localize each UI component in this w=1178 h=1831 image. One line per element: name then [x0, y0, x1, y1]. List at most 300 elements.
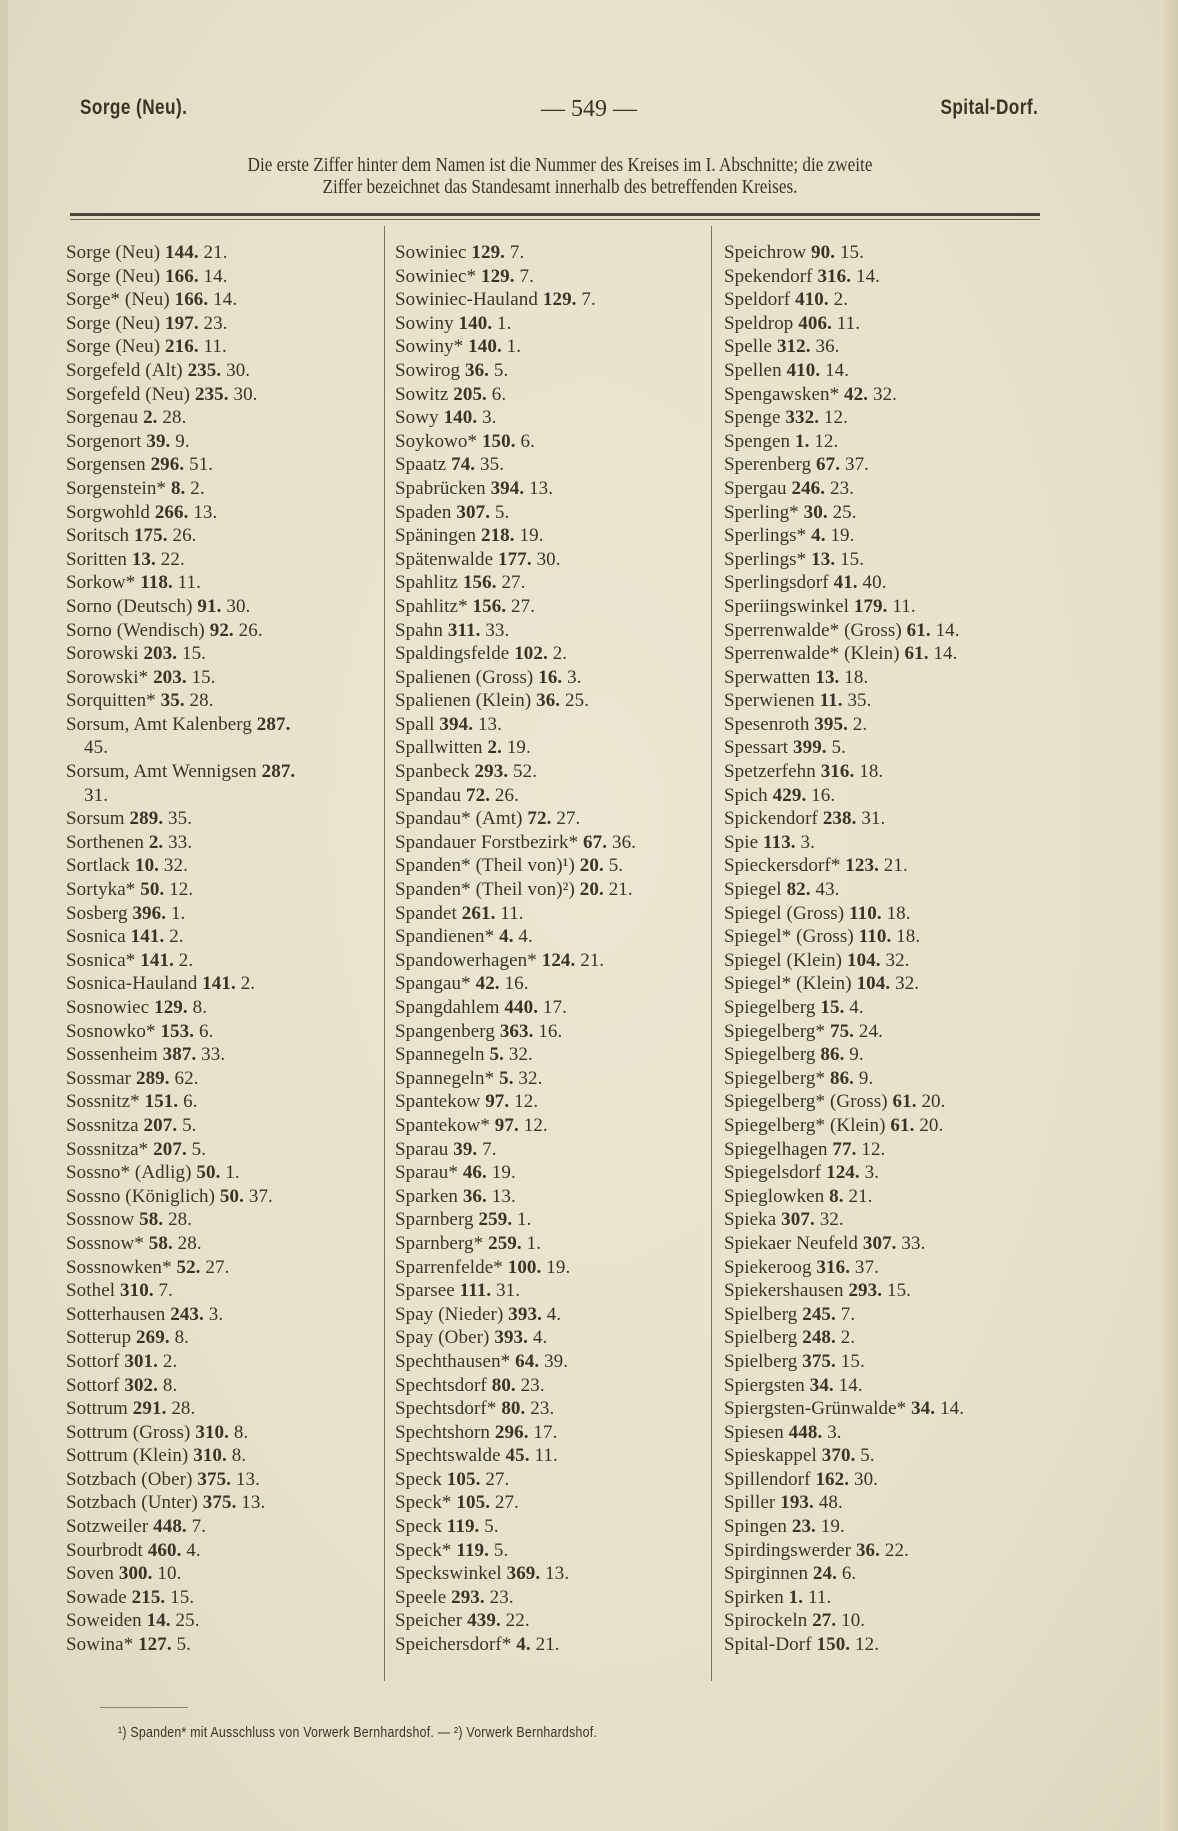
- standesamt-number: 39.: [544, 1350, 569, 1372]
- kreis-number: 129.: [154, 997, 188, 1018]
- index-entry: [395, 453, 715, 477]
- standesamt-number: 14.: [855, 265, 881, 287]
- kreis-number: 296.: [494, 1421, 529, 1443]
- standesamt-number: 24.: [858, 1020, 883, 1042]
- place-name: Sortlack: [66, 855, 131, 877]
- index-entry: [66, 453, 386, 477]
- index-entry: [724, 642, 1054, 666]
- kreis-number: 393.: [494, 1327, 529, 1349]
- standesamt-number: 1.: [497, 312, 512, 334]
- kreis-number: 307.: [456, 501, 491, 523]
- place-name: Sparnberg: [395, 1209, 474, 1231]
- place-name: Sperwatten: [724, 666, 811, 688]
- place-name: Speldrop: [724, 312, 794, 334]
- standesamt-number: 7.: [840, 1303, 856, 1325]
- index-entry: [724, 972, 1054, 996]
- place-name: Sperlings*: [724, 548, 807, 570]
- kreis-number: 8.: [170, 477, 186, 499]
- index-entry: [724, 784, 1054, 808]
- kreis-number: 151.: [144, 1091, 179, 1113]
- kreis-number: 153.: [160, 1020, 195, 1042]
- standesamt-number: 37.: [248, 1185, 273, 1207]
- kreis-number: 119.: [446, 1516, 480, 1538]
- kreis-number: 82.: [786, 879, 811, 901]
- kreis-number: 113.: [763, 831, 796, 853]
- index-entry: [395, 1586, 715, 1610]
- kreis-number: 90.: [811, 242, 836, 263]
- standesamt-number: 21.: [580, 949, 605, 971]
- index-entry: [395, 1515, 715, 1539]
- place-name: Spangdahlem: [395, 997, 500, 1018]
- standesamt-number: 28.: [189, 690, 214, 712]
- standesamt-number: 19.: [519, 525, 544, 547]
- index-entry: [724, 571, 1054, 595]
- place-name: Spingen: [724, 1516, 787, 1538]
- standesamt-number: 6.: [491, 383, 507, 405]
- index-entry: [66, 288, 386, 312]
- index-entry: [724, 430, 1054, 454]
- index-entry: [66, 1539, 386, 1563]
- place-name: Spickendorf: [724, 808, 818, 830]
- kreis-number: 61.: [906, 619, 931, 641]
- standesamt-number: 5.: [182, 1114, 197, 1136]
- place-name: Spiekeroog: [724, 1256, 812, 1278]
- index-entry: [724, 878, 1054, 902]
- index-entry: [724, 925, 1054, 949]
- place-name: Sorgefeld (Alt): [66, 359, 183, 381]
- standesamt-number: 18.: [844, 666, 869, 688]
- place-name: Spandauer Forstbezirk*: [395, 831, 579, 853]
- standesamt-number: 4.: [532, 1327, 548, 1349]
- standesamt-number: 11.: [177, 572, 202, 594]
- kreis-number: 100.: [507, 1256, 542, 1278]
- place-name: Sorsum: [66, 808, 125, 830]
- standesamt-number: 25.: [565, 690, 590, 712]
- index-entry: [724, 524, 1054, 548]
- standesamt-number: 43.: [815, 879, 840, 901]
- standesamt-number: 28.: [168, 1209, 193, 1231]
- place-name: Spiegel: [724, 879, 782, 901]
- index-entry: [724, 1256, 1054, 1280]
- index-entry: [66, 1279, 386, 1303]
- kreis-number: 102.: [514, 643, 548, 665]
- standesamt-number: 2.: [833, 289, 849, 311]
- place-name: Sossmar: [66, 1067, 132, 1089]
- kreis-number: 13.: [131, 548, 156, 570]
- standesamt-number: 25.: [175, 1610, 200, 1632]
- standesamt-number: 15.: [839, 242, 865, 263]
- index-entry: [395, 807, 715, 831]
- place-name: Sperrenwalde* (Klein): [724, 643, 900, 665]
- kreis-number: 27.: [812, 1610, 837, 1632]
- kreis-number: 246.: [791, 477, 826, 499]
- kreis-number: 111.: [459, 1280, 492, 1302]
- standesamt-number: 27.: [494, 1492, 519, 1514]
- index-entry: [66, 406, 386, 430]
- standesamt-number: 27.: [485, 1468, 510, 1490]
- kreis-number: 394.: [490, 477, 525, 499]
- place-name: Spirginnen: [724, 1563, 809, 1585]
- index-entry-continuation: 31.: [84, 784, 109, 806]
- place-name: Spantekow*: [395, 1114, 490, 1136]
- index-entry: [395, 878, 715, 902]
- kreis-number: 156.: [472, 595, 507, 617]
- place-name: Sorge (Neu): [66, 265, 161, 287]
- index-entry: [66, 524, 386, 548]
- kreis-number: 110.: [858, 926, 892, 948]
- place-name: Sotterup: [66, 1327, 132, 1349]
- index-entry: [66, 477, 386, 501]
- standesamt-number: 12.: [861, 1138, 886, 1160]
- index-entry: [395, 1609, 715, 1633]
- kreis-number: 316.: [817, 265, 852, 287]
- index-entry: [724, 453, 1054, 477]
- place-name: Sorkow*: [66, 572, 136, 594]
- place-name: Spabrücken: [395, 477, 486, 499]
- standesamt-number: 35.: [480, 454, 505, 476]
- kreis-number: 20.: [579, 879, 604, 901]
- kreis-number: 289.: [129, 808, 164, 830]
- kreis-number: 396.: [132, 902, 167, 924]
- kreis-number: 35.: [160, 690, 185, 712]
- kreis-number: 39.: [453, 1138, 478, 1160]
- standesamt-number: 32.: [872, 383, 898, 405]
- place-name: Spielberg: [724, 1350, 798, 1372]
- kreis-number: 92.: [209, 619, 234, 641]
- index-entry: [66, 1326, 386, 1350]
- place-name: Speichrow: [724, 242, 807, 263]
- standesamt-number: 19.: [546, 1256, 571, 1278]
- kreis-number: 20.: [579, 855, 604, 877]
- kreis-number: 123.: [845, 855, 879, 877]
- index-entry: [66, 854, 386, 878]
- footnote: ¹) Spanden* mit Ausschluss von Vorwerk Bernhardshof. — ²) Vorwerk Bernhardshof.: [118, 1725, 598, 1741]
- standesamt-number: 2.: [178, 949, 194, 971]
- kreis-number: 42.: [844, 383, 869, 405]
- kreis-number: 291.: [132, 1398, 167, 1420]
- kreis-number: 124.: [826, 1162, 860, 1184]
- page-edge-right: [1160, 0, 1178, 1831]
- place-name: Speichersdorf*: [395, 1634, 512, 1656]
- standesamt-number: 4.: [849, 997, 864, 1018]
- index-entry: [66, 1185, 386, 1209]
- place-name: Sotzbach (Unter): [66, 1492, 198, 1514]
- index-entry: [395, 383, 715, 407]
- standesamt-number: 13.: [529, 477, 554, 499]
- standesamt-number: 21.: [535, 1634, 560, 1656]
- standesamt-number: 28.: [162, 407, 187, 429]
- standesamt-number: 2.: [240, 973, 256, 995]
- place-name: Spiegelberg: [724, 1044, 816, 1066]
- place-name: Soven: [66, 1563, 114, 1585]
- index-entry: [395, 477, 715, 501]
- kreis-number: 369.: [506, 1563, 541, 1585]
- place-name: Speck*: [395, 1539, 452, 1561]
- kreis-number: 399.: [793, 737, 827, 759]
- place-name: Spahlitz*: [395, 595, 468, 617]
- place-name: Sossno* (Adlig): [66, 1162, 192, 1184]
- standesamt-number: 5.: [176, 1634, 192, 1656]
- standesamt-number: 16.: [538, 1020, 563, 1042]
- place-name: Spiller: [724, 1492, 776, 1514]
- index-entry: [724, 1633, 1054, 1657]
- place-name: Sorge* (Neu): [66, 289, 170, 311]
- index-entry: [66, 807, 386, 831]
- kreis-number: 289.: [135, 1067, 170, 1089]
- kreis-number: 266.: [154, 501, 189, 523]
- standesamt-number: 8.: [233, 1421, 249, 1443]
- kreis-number: 393.: [508, 1303, 542, 1325]
- place-name: Spielberg: [724, 1327, 798, 1349]
- standesamt-number: 16.: [811, 784, 836, 806]
- kreis-number: 80.: [491, 1374, 516, 1396]
- intro-note: [120, 155, 1000, 199]
- standesamt-number: 37.: [854, 1256, 879, 1278]
- standesamt-number: 51.: [189, 454, 214, 476]
- index-entry: [724, 359, 1054, 383]
- index-entry: [395, 548, 715, 572]
- kreis-number: 141.: [202, 973, 236, 995]
- standesamt-number: 5.: [494, 501, 510, 523]
- kreis-number: 45.: [505, 1445, 530, 1467]
- standesamt-number: 1.: [506, 336, 522, 358]
- index-entry: [724, 1326, 1054, 1350]
- place-name: Spandienen*: [395, 926, 495, 948]
- kreis-number: 140.: [468, 336, 502, 358]
- kreis-number: 387.: [162, 1044, 197, 1066]
- index-column-2: [395, 241, 715, 1657]
- index-entry-continuation: 45.: [84, 737, 109, 759]
- place-name: Sothel: [66, 1280, 116, 1302]
- kreis-number: 61.: [890, 1114, 915, 1136]
- place-name: Sosnica: [66, 926, 126, 948]
- index-entry: [395, 571, 715, 595]
- standesamt-number: 27.: [511, 595, 536, 617]
- index-entry: [395, 996, 715, 1020]
- place-name: Sowiniec*: [395, 265, 477, 287]
- place-name: Spillendorf: [724, 1468, 811, 1490]
- place-name: Spay (Ober): [395, 1327, 490, 1349]
- kreis-number: 14.: [146, 1610, 171, 1632]
- place-name: Spandowerhagen*: [395, 949, 537, 971]
- index-entry: [724, 1609, 1054, 1633]
- index-entry: [66, 996, 386, 1020]
- place-name: Spielberg: [724, 1303, 798, 1325]
- kreis-number: 39.: [146, 430, 171, 452]
- place-name: Speck: [395, 1516, 442, 1538]
- standesamt-number: 11.: [892, 595, 916, 617]
- standesamt-number: 7.: [509, 242, 525, 263]
- kreis-number: 58.: [139, 1209, 164, 1231]
- index-entry: [724, 949, 1054, 973]
- index-entry: [724, 1468, 1054, 1492]
- index-entry: [395, 1114, 715, 1138]
- kreis-number: 97.: [485, 1091, 510, 1113]
- place-name: Sperwienen: [724, 690, 815, 712]
- kreis-number: 105.: [456, 1492, 491, 1514]
- standesamt-number: 36.: [815, 336, 840, 358]
- standesamt-number: 15.: [181, 643, 207, 665]
- standesamt-number: 27.: [205, 1256, 230, 1278]
- standesamt-number: 48.: [818, 1492, 843, 1514]
- kreis-number: 448.: [153, 1516, 187, 1538]
- kreis-number: 11.: [819, 690, 843, 712]
- index-entry: [66, 501, 386, 525]
- kreis-number: 1.: [795, 430, 810, 452]
- place-name: Spahlitz: [395, 572, 459, 594]
- kreis-number: 110.: [849, 902, 882, 924]
- standesamt-number: 3.: [567, 666, 582, 688]
- kreis-number: 175.: [133, 525, 168, 547]
- kreis-number: 177.: [498, 548, 532, 570]
- place-name: Spechtshorn: [395, 1421, 491, 1443]
- kreis-number: 162.: [815, 1468, 850, 1490]
- standesamt-number: 28.: [171, 1398, 196, 1420]
- standesamt-number: 16.: [504, 973, 529, 995]
- standesamt-number: 20.: [919, 1114, 944, 1136]
- standesamt-number: 5.: [493, 1539, 509, 1561]
- kreis-number: 293.: [848, 1280, 883, 1302]
- kreis-number: 86.: [829, 1067, 855, 1089]
- index-entry: [395, 312, 715, 336]
- index-entry: [724, 1444, 1054, 1468]
- index-entry: [724, 1185, 1054, 1209]
- place-name: Sossnow: [66, 1209, 135, 1231]
- index-entry: [724, 1539, 1054, 1563]
- standesamt-number: 21.: [883, 855, 908, 877]
- standesamt-number: 26.: [494, 784, 519, 806]
- index-entry: [724, 760, 1054, 784]
- kreis-number: 207.: [153, 1138, 187, 1160]
- index-entry: [724, 1303, 1054, 1327]
- place-name: Sossnitza*: [66, 1138, 149, 1160]
- place-name: Sowiny*: [395, 336, 464, 358]
- kreis-number: 97.: [494, 1114, 519, 1136]
- place-name: Speckswinkel: [395, 1563, 502, 1585]
- place-name: Sottrum: [66, 1398, 128, 1420]
- standesamt-number: 18.: [886, 902, 911, 924]
- index-entry: [724, 1397, 1054, 1421]
- standesamt-number: 8.: [231, 1445, 247, 1467]
- standesamt-number: 15.: [840, 1350, 865, 1372]
- index-entry: [395, 1326, 715, 1350]
- place-name: Spanden* (Theil von)¹): [395, 855, 575, 877]
- index-entry: [724, 1586, 1054, 1610]
- index-entry: [66, 760, 386, 784]
- kreis-number: 156.: [462, 572, 497, 594]
- index-column-3: [724, 241, 1054, 1657]
- standesamt-number: 1.: [517, 1209, 532, 1231]
- place-name: Sperrenwalde* (Gross): [724, 619, 902, 641]
- place-name: Sorno (Deutsch): [66, 595, 193, 617]
- standesamt-number: 52.: [513, 761, 538, 783]
- place-name: Spaatz: [395, 454, 447, 476]
- index-entry: [395, 1090, 715, 1114]
- index-entry: [66, 1468, 386, 1492]
- standesamt-number: 7.: [519, 265, 534, 287]
- place-name: Sowiniec: [395, 242, 467, 263]
- standesamt-number: 7.: [191, 1516, 207, 1538]
- index-entry: [66, 241, 386, 265]
- kreis-number: 296.: [150, 454, 185, 476]
- place-name: Sperenberg: [724, 454, 812, 476]
- standesamt-number: 11.: [203, 336, 227, 358]
- standesamt-number: 33.: [201, 1044, 226, 1066]
- standesamt-number: 5.: [493, 359, 509, 381]
- kreis-number: 80.: [501, 1398, 526, 1420]
- place-name: Spanbeck: [395, 761, 470, 783]
- place-name: Sosberg: [66, 902, 128, 924]
- kreis-number: 410.: [795, 289, 829, 311]
- standesamt-number: 1.: [170, 902, 186, 924]
- place-name: Spie: [724, 831, 759, 853]
- index-entry: [724, 1374, 1054, 1398]
- standesamt-number: 2.: [162, 1350, 178, 1372]
- index-entry: [66, 548, 386, 572]
- standesamt-number: 6.: [198, 1020, 214, 1042]
- kreis-number: 203.: [153, 666, 187, 688]
- index-entry: [66, 359, 386, 383]
- index-entry: [724, 406, 1054, 430]
- place-name: Sottrum (Klein): [66, 1445, 189, 1467]
- place-name: Spenge: [724, 407, 781, 429]
- standesamt-number: 11.: [807, 1586, 832, 1608]
- index-entry: [66, 1232, 386, 1256]
- kreis-number: 307.: [781, 1209, 815, 1231]
- standesamt-number: 13.: [235, 1468, 260, 1490]
- kreis-number: 144.: [165, 242, 199, 263]
- standesamt-number: 21.: [848, 1185, 873, 1207]
- place-name: Sorsum, Amt Kalenberg: [66, 713, 252, 735]
- kreis-number: 119.: [456, 1539, 490, 1561]
- kreis-number: 310.: [195, 1421, 229, 1443]
- standesamt-number: 23.: [203, 312, 228, 334]
- index-entry: [395, 595, 715, 619]
- kreis-number: 429.: [772, 784, 807, 806]
- kreis-number: 248.: [802, 1327, 836, 1349]
- index-entry: [66, 902, 386, 926]
- kreis-number: 332.: [785, 407, 820, 429]
- index-entry: [724, 1138, 1054, 1162]
- standesamt-number: 19.: [830, 525, 855, 547]
- index-entry: [724, 902, 1054, 926]
- index-entry: [724, 335, 1054, 359]
- kreis-number: 287.: [256, 713, 291, 735]
- place-name: Spandau* (Amt): [395, 808, 523, 830]
- index-entry: [395, 760, 715, 784]
- index-entry: [395, 524, 715, 548]
- standesamt-number: 32.: [508, 1044, 533, 1066]
- place-name: Spechtsdorf*: [395, 1398, 497, 1420]
- index-entry: [724, 1114, 1054, 1138]
- place-name: Spiesen: [724, 1421, 784, 1443]
- index-entry: [395, 1562, 715, 1586]
- kreis-number: 86.: [820, 1044, 845, 1066]
- index-entry: [395, 430, 715, 454]
- kreis-number: 140.: [458, 312, 493, 334]
- index-entry: [724, 1562, 1054, 1586]
- kreis-number: 4.: [516, 1634, 531, 1656]
- place-name: Spätenwalde: [395, 548, 494, 570]
- kreis-number: 4.: [811, 525, 826, 547]
- place-name: Spelle: [724, 336, 773, 358]
- place-name: Sparsee: [395, 1280, 455, 1302]
- standesamt-number: 13.: [491, 1185, 516, 1207]
- kreis-number: 77.: [832, 1138, 857, 1160]
- index-entry: [66, 1256, 386, 1280]
- place-name: Spannegeln*: [395, 1067, 495, 1089]
- place-name: Sottorf: [66, 1374, 120, 1396]
